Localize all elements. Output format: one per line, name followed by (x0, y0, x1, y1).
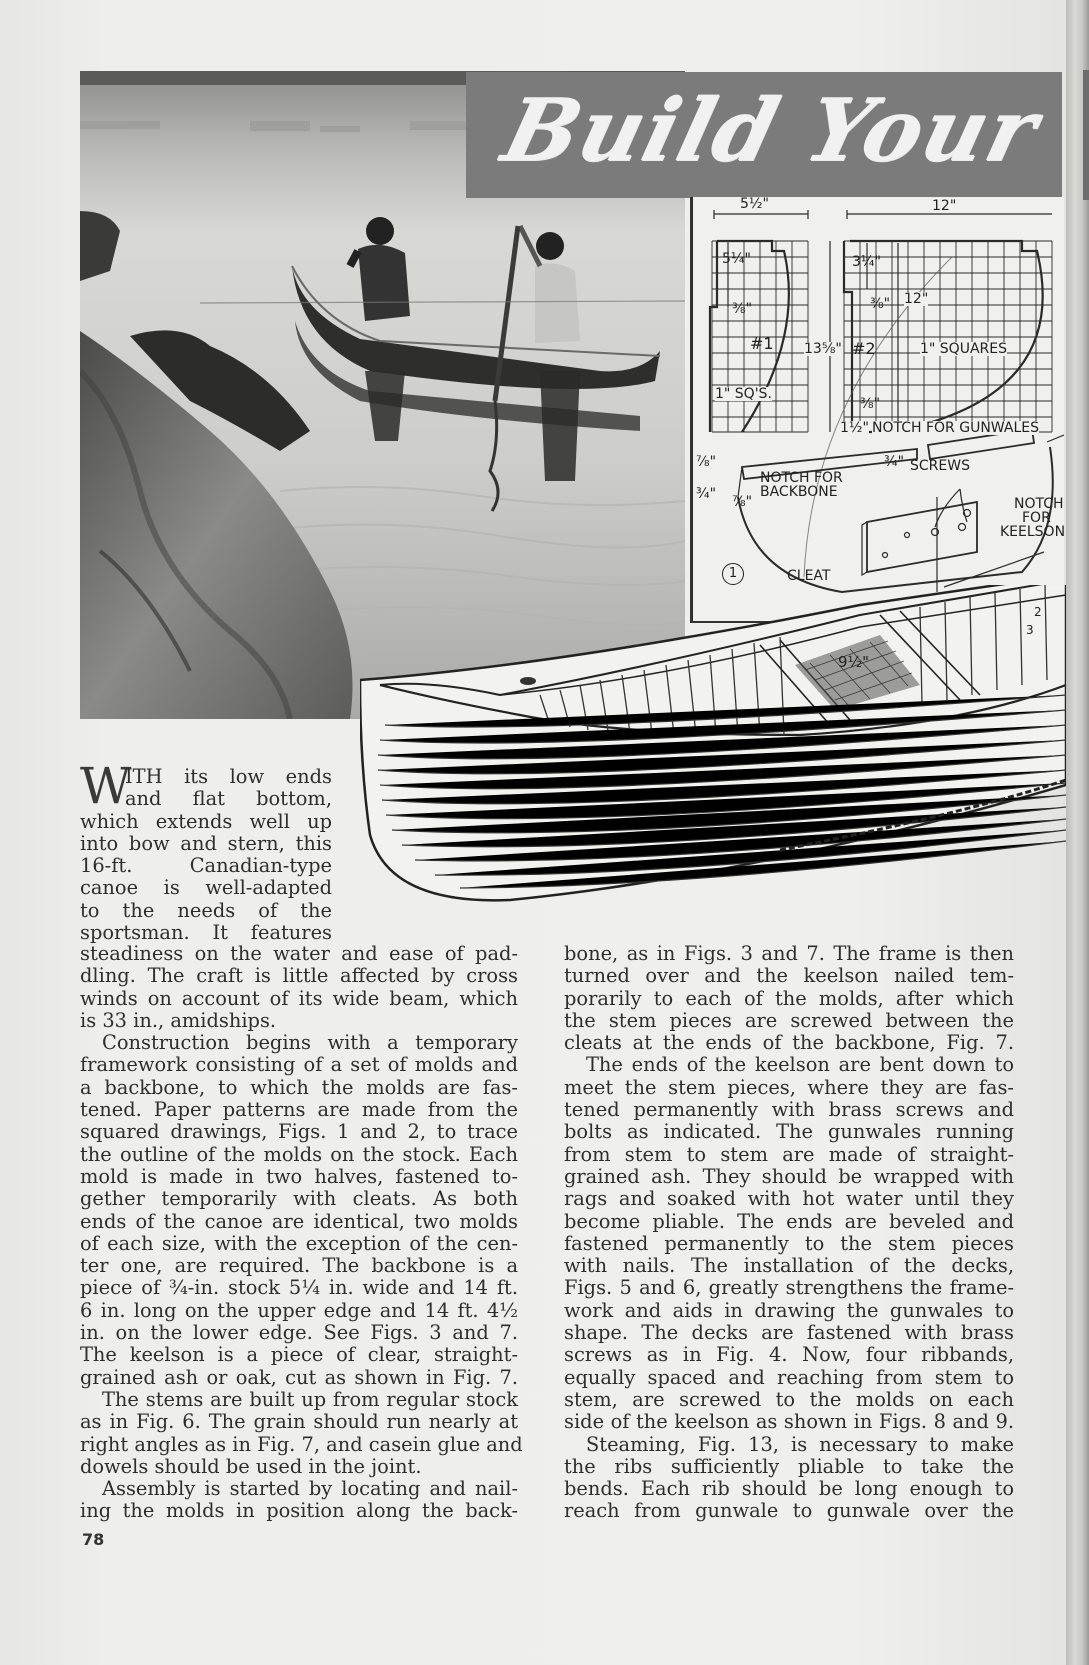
backbone-side-label: ¾" (696, 486, 717, 502)
text-line: squared drawings, Figs. 1 and 2, to trace (80, 1120, 518, 1144)
gunwale-notch-label: NOTCH FOR GUNWALES (872, 420, 1039, 436)
text-line: ing the molds in position along the back- (80, 1499, 518, 1523)
text-line: the ribs sufficiently pliable to take the (564, 1454, 1014, 1478)
text-line: fastened permanently to the stem pieces (564, 1231, 1014, 1255)
text-line: reach from gunwale to gunwale over the (564, 1499, 1014, 1523)
seat-width-label: 9½" (838, 653, 869, 671)
text-line: bends. Each rib should be long enough to (564, 1477, 1014, 1501)
text-line: porarily to each of the molds, after which (564, 986, 1014, 1010)
text-line: sportsman. It features (80, 921, 332, 945)
mold2-grid-label: 1" SQUARES (920, 341, 1007, 357)
text-line: as in Fig. 6. The grain should run nearly at (80, 1410, 518, 1434)
mold2-width-label: 12" (932, 198, 957, 214)
text-line: The keelson is a piece of clear, straight- (80, 1343, 518, 1367)
notch-width-right-label: ¾" (884, 454, 905, 470)
text-line: ends of the canoe are identical, two molds (80, 1209, 518, 1233)
text-line: turned over and the keelson nailed tem- (564, 964, 1014, 988)
screws-label: SCREWS (910, 458, 970, 474)
mold1-name-label: #1 (750, 334, 774, 353)
page-number: 78 (82, 1530, 105, 1549)
text-line: dling. The craft is little affected by cross (80, 964, 518, 988)
text-line: bolts as indicated. The gunwales running (564, 1120, 1014, 1144)
text-line: cleats at the ends of the backbone, Fig. 7. (564, 1031, 1014, 1055)
text-line: meet the stem pieces, where they are fas- (564, 1075, 1014, 1099)
text-line: a backbone, to which the molds are fas- (80, 1075, 518, 1099)
canoe-hull-drawing (360, 585, 1066, 915)
page-binding-edge (1066, 0, 1089, 1665)
text-line: ITH its low ends (125, 765, 332, 788)
mold1-width-label: 5½" (740, 196, 769, 212)
text-line: shape. The decks are fastened with brass (564, 1321, 1014, 1345)
text-line: rags and soaked with hot water until they (564, 1187, 1014, 1211)
text-line: Figs. 5 and 6, greatly strengthens the frame- (564, 1276, 1014, 1300)
text-line: gether temporarily with cleats. As both (80, 1187, 518, 1211)
text-line: piece of ¾-in. stock 5¼ in. wide and 14 ft. (80, 1276, 518, 1300)
text-line: 6 in. long on the upper edge and 14 ft. 4½ (80, 1298, 518, 1322)
text-line: steadiness on the water and ease of pad- (80, 942, 518, 965)
text-line: become pliable. The ends are beveled and (564, 1209, 1014, 1233)
mold2-name-label: #2 (852, 339, 876, 358)
text-line: winds on account of its wide beam, which (80, 986, 518, 1010)
text-line: 16-ft. Canadian-type (80, 854, 332, 878)
backbone-depth-label: ⅞" (696, 454, 717, 470)
intro-paragraph (80, 766, 332, 944)
text-line: Steaming, Fig. 13, is necessary to make (586, 1432, 1014, 1456)
middle-height-label: 13⅝" (804, 341, 842, 357)
canoe-construction-illustration (360, 585, 1066, 915)
text-line: ter one, are required. The backbone is a (80, 1254, 518, 1278)
figure-number-badge: 1 (722, 563, 744, 585)
text-line: in. on the lower edge. See Figs. 3 and 7. (80, 1321, 518, 1345)
text-line: grained ash or oak, cut as shown in Fig. 7. (80, 1365, 518, 1389)
text-line: which extends well up (80, 809, 332, 833)
text-line: grained ash. They should be wrapped with (564, 1164, 1014, 1188)
text-line: The ends of the keelson are bent down to (586, 1053, 1014, 1077)
text-line: into bow and stern, this (80, 831, 332, 855)
text-line: Assembly is started by locating and nail- (102, 1477, 518, 1501)
backbone-notch-label-2: BACKBONE (760, 484, 838, 500)
text-line: Construction begins with a temporary (102, 1031, 518, 1055)
side-label-2: 2 (1034, 605, 1042, 619)
mold1-grid-label: 1" SQ'S. (715, 386, 772, 402)
text-line: of each size, with the exception of the cen- (80, 1231, 518, 1255)
mold1-step-label: ⅜" (732, 301, 753, 317)
mold2-top-label: 3¼" (852, 254, 881, 270)
text-line: framework consisting of a set of molds and (80, 1053, 518, 1077)
text-line: mold is made in two halves, fastened to- (80, 1164, 518, 1188)
keelson-notch-label-3: KEELSON (1000, 524, 1066, 540)
text-line: is 33 in., amidships. (80, 1008, 277, 1032)
text-line: to the needs of the (80, 898, 332, 922)
text-line: tened permanently with brass screws and (564, 1098, 1014, 1122)
text-line: the stem pieces are screwed between the (564, 1008, 1014, 1032)
backbone-notch-label-1: NOTCH FOR (760, 470, 843, 486)
text-line: stem, are screwed to the molds on each (564, 1387, 1014, 1411)
text-line: the outline of the molds on the stock. Each (80, 1142, 518, 1166)
text-line: bone, as in Figs. 3 and 7. The frame is then (564, 942, 1014, 965)
keelson-notch-label-2: FOR (1022, 510, 1051, 526)
text-line: equally spaced and reaching from stem to (564, 1365, 1014, 1389)
text-line: The stems are built up from regular stock (102, 1387, 518, 1411)
text-line: work and aids in drawing the gunwales to (564, 1298, 1014, 1322)
title-banner (466, 72, 1062, 198)
text-line: with nails. The installation of the decks, (564, 1254, 1014, 1278)
text-line: side of the keelson as shown in Figs. 8 and 9. (564, 1410, 1014, 1434)
text-line: and flat bottom, (125, 787, 332, 811)
text-line: right angles as in Fig. 7, and casein glue and (80, 1432, 523, 1456)
article-title: Build Your (493, 80, 1049, 181)
keelson-notch-label-1: NOTCH (1014, 496, 1064, 512)
text-line: screws as in Fig. 4. Now, four ribbands, (564, 1343, 1014, 1367)
text-line: dowels should be used in the joint. (80, 1454, 422, 1478)
mold2-height-label: 12" (904, 291, 929, 307)
mold2-bottom-label: ⅜" (860, 396, 881, 412)
side-label-3: 3 (1026, 623, 1034, 637)
text-line: canoe is well-adapted (80, 876, 332, 900)
next-page-edge (1083, 70, 1089, 200)
mold2-step-label: ⅜" (870, 296, 891, 312)
backbone-inner-label: ⅞" (732, 494, 753, 510)
gunwale-notch-width-label: 1½" (840, 420, 869, 436)
mold1-top-label: 5¼" (722, 251, 751, 267)
article-column-right (564, 943, 1014, 1523)
figure-1-mold-diagram (690, 197, 1064, 623)
drop-cap: W (80, 757, 132, 815)
cleat-label: CLEAT (787, 568, 831, 584)
text-line: tened. Paper patterns are made from the (80, 1098, 518, 1122)
text-line: from stem to stem are made of straight- (564, 1142, 1014, 1166)
article-column-left (80, 942, 523, 1523)
